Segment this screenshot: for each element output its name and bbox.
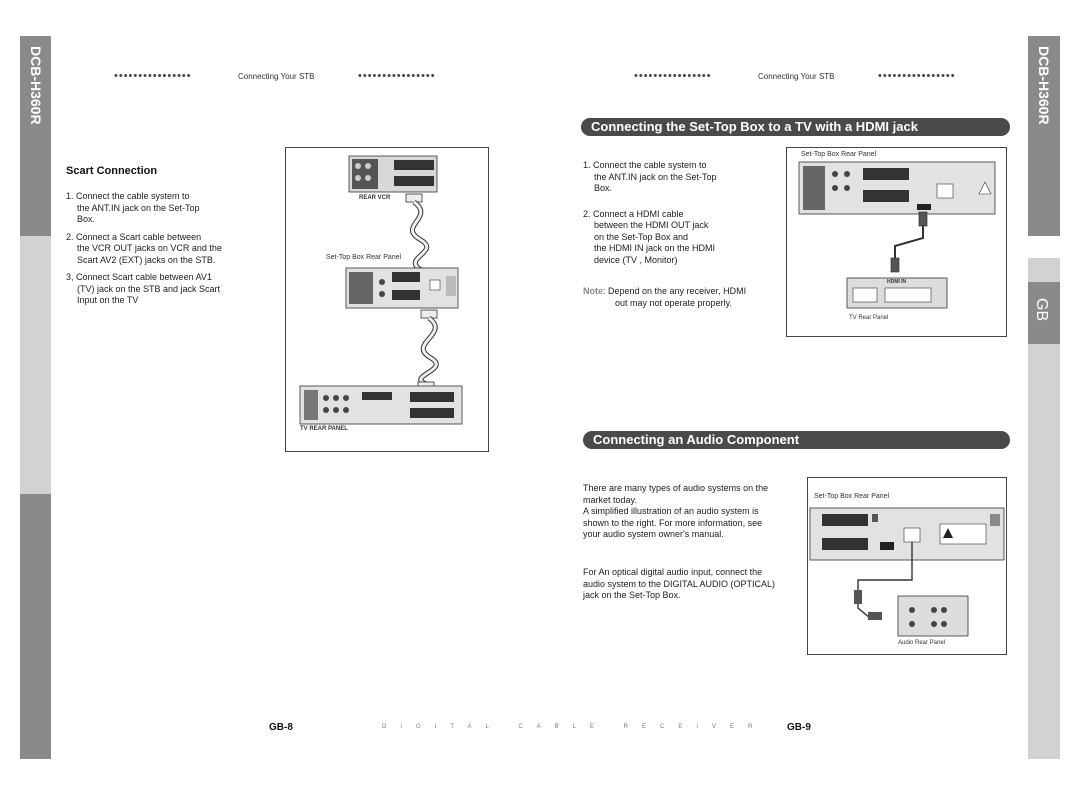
stb-rear-panel xyxy=(346,268,458,308)
left-side-tab-middle xyxy=(20,236,51,494)
right-header-title: Connecting Your STB xyxy=(758,72,835,81)
tv-rear-label: TV REAR PANEL xyxy=(300,426,348,432)
scart-step-line: Scart AV2 (EXT) jacks on the STB. xyxy=(77,254,216,265)
audio-intro-line: A simplified illustration of an audio system is xyxy=(583,506,759,516)
audio-rear-panel xyxy=(898,596,968,636)
tv-rear-panel xyxy=(300,386,462,424)
scart-diagram xyxy=(286,148,488,451)
audio-intro-line: shown to the right. For more information, see xyxy=(583,517,763,528)
scart-steps xyxy=(66,191,266,307)
left-header-title: Connecting Your STB xyxy=(238,72,315,81)
note-label: Note xyxy=(583,286,603,296)
scart-cable-upper xyxy=(406,194,429,276)
audio-stb-rear-panel xyxy=(810,508,1004,560)
scart-step-line: the ANT.IN jack on the Set-Top xyxy=(77,202,200,213)
hdmi-diagram xyxy=(787,148,1006,336)
scart-step-line: 3, Connect Scart cable between AV1 xyxy=(66,272,212,282)
hdmi-step-line: device (TV , Monitor) xyxy=(594,254,678,265)
scart-step-line: 1. Connect the cable system to xyxy=(66,191,190,201)
audio-intro-line: your audio system owner's manual. xyxy=(583,529,724,539)
scart-step-line: 2. Connect a Scart cable between xyxy=(66,231,202,242)
note-text-line2: out may not operate properly. xyxy=(615,297,732,308)
scart-step-line: Input on the TV xyxy=(77,295,139,305)
audio-optical xyxy=(583,567,805,602)
right-header-dots-left: •••••••••••••••• xyxy=(634,70,712,82)
left-header-dots-left: •••••••••••••••• xyxy=(114,70,192,82)
scart-step-line: Box. xyxy=(77,214,96,224)
audio-rear-label: Audio Rear Panel xyxy=(898,640,946,646)
right-page-number: GB-9 xyxy=(787,722,811,733)
hdmi-steps xyxy=(583,160,783,266)
left-side-tab-bottom xyxy=(20,494,51,759)
audio-optical-line: For An optical digital audio input, connect the xyxy=(583,567,763,577)
audio-optical-line: jack on the Set-Top Box. xyxy=(583,590,681,600)
vcr-label: REAR VCR xyxy=(359,195,391,201)
hdmi-step-line: on the Set-Top Box and xyxy=(594,231,689,242)
hdmi-step-line: Box. xyxy=(594,183,613,193)
hdmi-stb-rear-panel xyxy=(799,162,995,214)
right-tab-lang: GB xyxy=(1033,298,1050,322)
hdmi-step-line: between the HDMI OUT jack xyxy=(594,220,709,230)
hdmi-tv-label: TV Rear Panel xyxy=(849,315,889,321)
hdmi-note xyxy=(583,286,793,309)
hdmi-in-label: HDMI IN xyxy=(887,279,907,285)
right-header-dots-right: •••••••••••••••• xyxy=(878,70,956,82)
audio-optical-line: audio system to the DIGITAL AUDIO (OPTICAL) xyxy=(583,578,776,589)
scart-title: Scart Connection xyxy=(66,165,158,177)
hdmi-section-bar: Connecting the Set-Top Box to a TV with a HDMI jack xyxy=(581,118,1010,136)
footer-tagline: DIGITAL CABLE RECEIVER xyxy=(382,724,767,730)
audio-diagram xyxy=(808,478,1006,654)
audio-diagram-frame xyxy=(807,477,1007,655)
left-tab-model: DCB-H360R xyxy=(28,46,44,125)
scart-stb-label: Set-Top Box Rear Panel xyxy=(326,254,402,261)
right-tab-model: DCB-H360R xyxy=(1036,46,1052,125)
audio-intro-line: There are many types of audio systems on the xyxy=(583,483,769,493)
hdmi-step-line: the HDMI IN jack on the HDMI xyxy=(594,243,716,253)
scart-diagram-frame xyxy=(285,147,489,452)
hdmi-cable xyxy=(891,212,927,272)
audio-stb-label: Set-Top Box Rear Panel xyxy=(814,493,890,500)
scart-cable-lower xyxy=(418,310,437,390)
scart-step-line: (TV) jack on the STB and jack Scart xyxy=(77,283,221,294)
audio-intro xyxy=(583,483,805,541)
note-text-line1: : Depend on the any receiver, HDMI xyxy=(603,286,747,296)
hdmi-step-line: 2. Connect a HDMI cable xyxy=(583,208,684,219)
hdmi-step-line: the ANT.IN jack on the Set-Top xyxy=(594,171,717,182)
audio-intro-line: market today. xyxy=(583,494,637,505)
hdmi-diagram-frame xyxy=(786,147,1007,337)
hdmi-step-line: 1. Connect the cable system to xyxy=(583,160,707,170)
hdmi-stb-label: Set-Top Box Rear Panel xyxy=(801,151,877,158)
left-page-number: GB-8 xyxy=(269,722,293,733)
vcr-rear-panel xyxy=(349,156,437,192)
scart-step-line: the VCR OUT jacks on VCR and the xyxy=(77,243,222,253)
left-header-dots-right: •••••••••••••••• xyxy=(358,70,436,82)
audio-section-bar: Connecting an Audio Component xyxy=(583,431,1010,449)
